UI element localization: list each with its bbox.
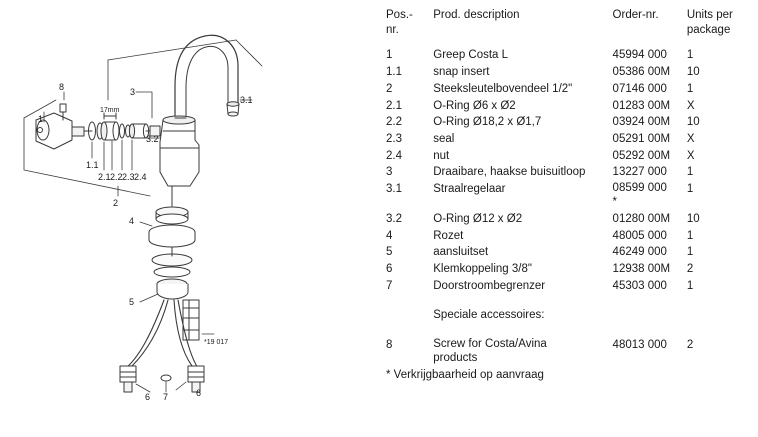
cell-order: 45303 000	[612, 279, 667, 292]
cell-units: 10	[686, 212, 700, 225]
cell-pos: 2.1	[386, 99, 402, 112]
cell-units: 1	[686, 279, 694, 292]
table-row	[386, 131, 754, 148]
cell-desc	[433, 337, 612, 367]
header-pos-line2: nr.	[386, 23, 399, 36]
cell-order: 48013 000	[612, 339, 667, 352]
callout-3-1: 3.1	[240, 95, 253, 105]
cell-order: 05386 00M	[612, 66, 671, 79]
section-order-empty	[613, 306, 687, 325]
cell-order: 48005 000	[612, 229, 667, 242]
table-spacer-row	[386, 294, 754, 306]
spout-inner-outline	[186, 46, 228, 118]
fitting-right	[188, 366, 204, 382]
footnote-text: * Verkrijgbaarheid op aanvraag	[386, 368, 544, 381]
callout-2-4: 2.4	[134, 172, 147, 182]
cell-desc-line2: products	[433, 351, 478, 364]
callout-3-2: 3.2	[146, 134, 159, 144]
table-row	[386, 244, 754, 261]
cell-pos: 6	[386, 262, 393, 275]
parts-table-head	[386, 8, 754, 47]
parts-table-element	[386, 8, 754, 383]
cell-order: 07146 000	[612, 82, 667, 95]
cell-units: 1	[686, 166, 694, 179]
cell-units: X	[686, 99, 695, 112]
table-row	[386, 181, 754, 211]
cell-units: 10	[686, 116, 700, 129]
valve-body	[160, 120, 199, 186]
leader-6-right	[176, 382, 186, 390]
header-order-nr: Order-nr.	[612, 9, 659, 21]
cell-order: 01280 00M	[612, 212, 671, 225]
cell-pos: 2.3	[386, 133, 402, 146]
cell-order: 01283 00M	[612, 99, 671, 112]
screw-head	[60, 104, 66, 112]
cell-order: 05292 00M	[612, 149, 671, 162]
cell-pos: 3	[386, 166, 393, 179]
table-row	[386, 337, 754, 367]
cell-order-line2: *	[612, 195, 618, 208]
header-pos	[386, 8, 433, 47]
part-nut-left-face	[101, 122, 107, 140]
cell-desc: Straalregelaar	[433, 183, 506, 196]
cell-units: 10	[686, 66, 700, 79]
callout-6-right: 6	[196, 388, 202, 398]
callout-8: 8	[59, 82, 65, 92]
table-row	[386, 228, 754, 245]
leader-3	[136, 92, 152, 118]
table-row	[386, 81, 754, 98]
cell-pos: 1.1	[386, 66, 402, 79]
cell-pos: 5	[386, 246, 393, 259]
cell-pos: 3.2	[386, 212, 402, 225]
mount-nut-body	[157, 284, 188, 299]
cell-units: 2	[686, 339, 694, 352]
mount-washer-2	[154, 267, 190, 277]
callout-6-left: 6	[145, 392, 151, 402]
cell-order	[613, 181, 687, 211]
callout-2-1: 2.1	[98, 172, 111, 182]
section-title: Speciale accessoires:	[433, 309, 545, 322]
cell-units: 1	[686, 183, 694, 196]
callout-1-1: 1.1	[86, 160, 99, 170]
section-header-row	[386, 306, 754, 325]
table-row	[386, 98, 754, 115]
cell-units: X	[686, 133, 695, 146]
parts-table	[386, 8, 754, 383]
header-units-line1: Units per	[686, 9, 733, 21]
cell-desc: snap insert	[433, 66, 490, 79]
header-units	[687, 8, 754, 47]
table-row	[386, 114, 754, 131]
cell-units: 1	[686, 49, 694, 62]
table-row	[386, 278, 754, 295]
cell-desc: O-Ring Ø12 x Ø2	[433, 212, 523, 225]
section-units-empty	[687, 306, 754, 325]
table-header-row	[386, 8, 754, 47]
table-row	[386, 47, 754, 64]
table-row	[386, 64, 754, 81]
table-row	[386, 211, 754, 228]
callout-4: 4	[129, 216, 135, 226]
rosette-skirt	[149, 232, 195, 247]
cell-order: 12938 00M	[612, 262, 671, 275]
cell-desc: Rozet	[433, 229, 464, 242]
cell-pos: 2	[386, 82, 393, 95]
callout-2: 2	[113, 198, 119, 208]
cell-desc: aansluitset	[433, 246, 489, 259]
flow-restrictor	[161, 375, 171, 381]
annotation-17mm: 17mm	[100, 107, 120, 114]
cell-desc: Klemkoppeling 3/8"	[433, 262, 532, 275]
callout-2-2: 2.2	[110, 172, 123, 182]
cell-pos: 1	[386, 49, 393, 62]
leader-4	[140, 222, 152, 226]
parts-table-body	[386, 47, 754, 383]
callout-2-3: 2.3	[122, 172, 135, 182]
body-top-ellipse	[163, 116, 195, 124]
part-cartridge-left	[129, 124, 134, 138]
cell-pos: 3.1	[386, 183, 402, 196]
cell-units: 1	[686, 82, 694, 95]
cell-order: 05291 00M	[612, 133, 671, 146]
cell-pos: 7	[386, 279, 393, 292]
table-row	[386, 148, 754, 165]
cell-order: 13227 000	[612, 166, 667, 179]
detail-frame-top	[108, 40, 236, 60]
detail-frame-right	[236, 40, 262, 66]
cell-desc: seal	[433, 133, 455, 146]
rosette-washer-bottom	[156, 214, 188, 224]
cell-units: X	[686, 149, 695, 162]
callout-1: 1	[38, 114, 44, 124]
cell-units: 1	[686, 246, 694, 259]
callout-3: 3	[130, 87, 136, 97]
leader-6-left	[136, 384, 150, 392]
cell-desc: O-Ring Ø6 x Ø2	[433, 99, 516, 112]
part-oring-c	[120, 124, 125, 138]
cell-desc: Steeksleutelbovendeel 1/2"	[433, 82, 573, 95]
annotation-19017: *19 017	[204, 339, 229, 346]
handle-screw-hole	[38, 128, 43, 133]
aerator-top-ellipse	[227, 102, 239, 106]
cell-desc: nut	[433, 149, 450, 162]
header-description: Prod. description	[433, 9, 520, 21]
cell-order: 45994 000	[612, 49, 667, 62]
leader-5	[140, 294, 158, 302]
part-nut-right-face	[113, 122, 119, 140]
cell-order-line1: 08599 000	[612, 182, 667, 195]
cell-desc-line1: Screw for Costa/Avina	[433, 338, 547, 351]
cell-order: 46249 000	[612, 246, 667, 259]
cell-desc: Draaibare, haakse buisuitloop	[433, 166, 586, 179]
table-spacer-row-2	[386, 325, 754, 337]
fitting-left-tail	[124, 382, 132, 392]
cell-desc: Doorstroombegrenzer	[433, 279, 546, 292]
table-row	[386, 261, 754, 278]
handle-collar	[72, 127, 84, 136]
cell-units: 2	[686, 262, 694, 275]
cell-units: 1	[686, 229, 694, 242]
callout-7: 7	[163, 392, 169, 402]
cell-order: 03924 00M	[612, 116, 671, 129]
fitting-left	[120, 366, 136, 382]
cell-pos: 4	[386, 229, 393, 242]
header-pos-line1: Pos.-	[386, 9, 413, 21]
cell-pos: 2.4	[386, 149, 402, 162]
hose-left-outer	[126, 300, 164, 368]
section-pos-empty	[386, 306, 433, 325]
footnote-row	[386, 367, 754, 384]
cell-desc: O-Ring Ø18,2 x Ø1,7	[433, 116, 542, 129]
cell-pos: 8	[386, 339, 393, 352]
aerator-bottom-ellipse	[228, 112, 238, 116]
callout-5: 5	[129, 297, 135, 307]
cell-desc: Greep Costa L	[433, 49, 509, 62]
table-row	[386, 164, 754, 181]
header-units-line2: package	[686, 23, 731, 36]
cell-pos: 2.2	[386, 116, 402, 129]
